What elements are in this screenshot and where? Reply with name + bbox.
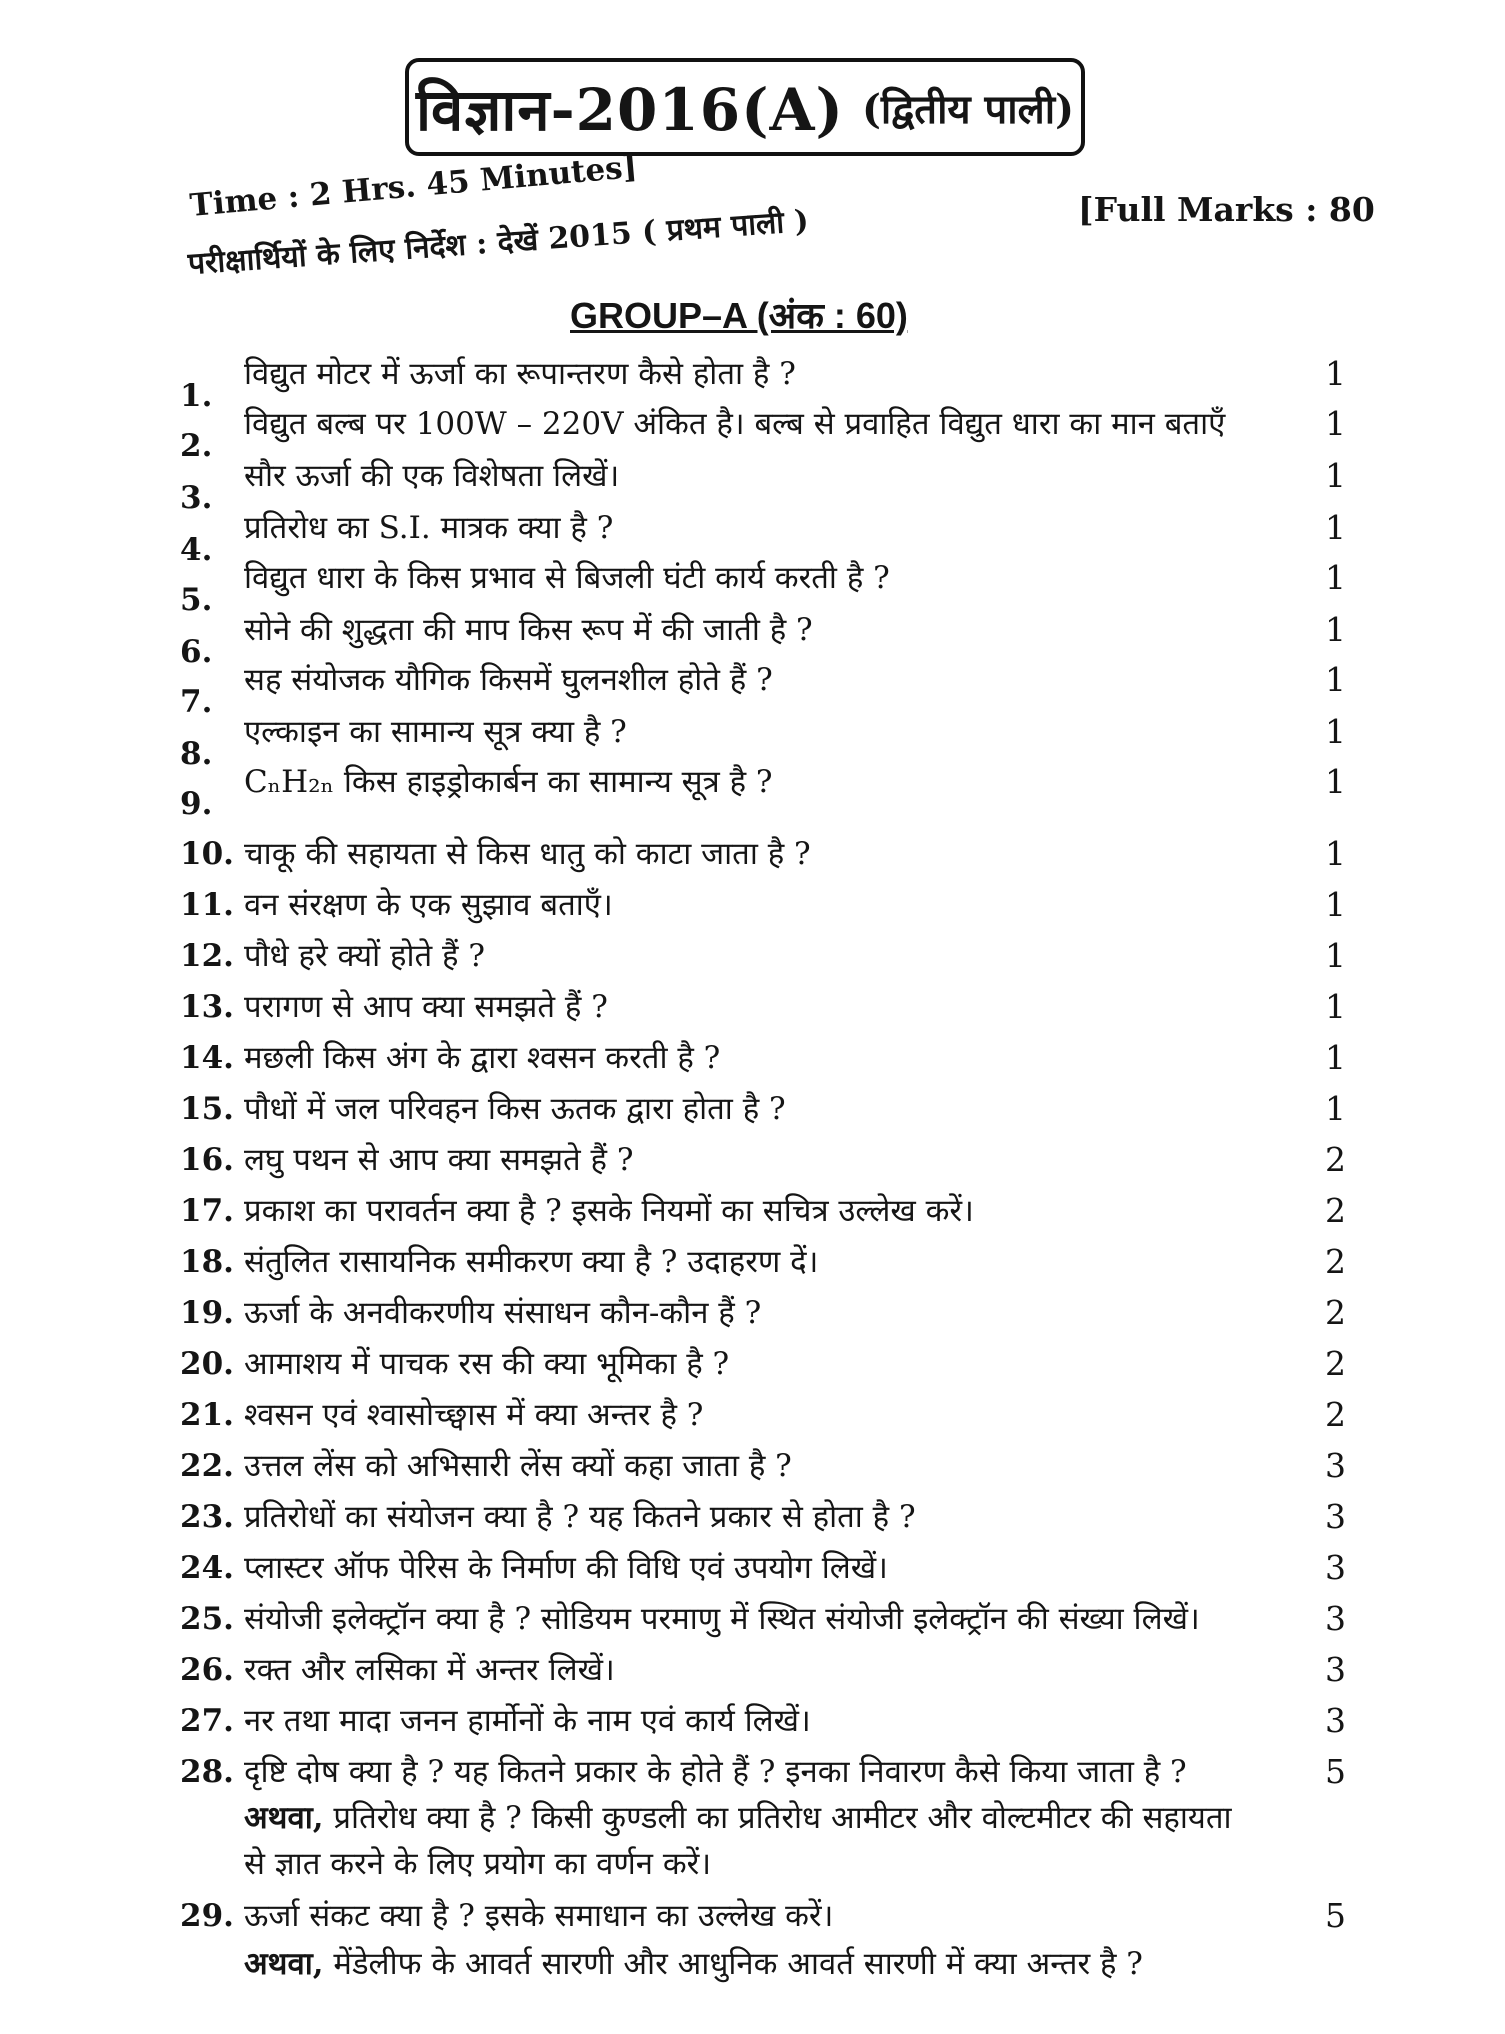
question-row — [180, 608, 1360, 670]
or-text: प्रतिरोध क्या है ? किसी कुण्डली का प्रतिरोध आमीटर और वोल्टमीटर की सहायता — [333, 1800, 1232, 1836]
question-row — [180, 658, 1360, 720]
question-text: नर तथा मादा जनन हार्मोनों के नाम एवं कार्य लिखें। — [244, 1703, 811, 1739]
question-number: 25. — [180, 1601, 234, 1637]
question-number: 12. — [180, 938, 234, 974]
question-text: ऊर्जा के अनवीकरणीय संसाधन कौन-कौन हैं ? — [244, 1295, 762, 1331]
question-number: 7. — [180, 684, 213, 720]
question-text: पौधों में जल परिवहन किस ऊतक द्वारा होता है ? — [244, 1091, 786, 1127]
question-row — [180, 1393, 1360, 1437]
question-row — [180, 454, 1360, 516]
question-marks: 3 — [1325, 1599, 1346, 1638]
question-text: रक्त और लसिका में अन्तर लिखें। — [244, 1652, 615, 1688]
question-number: 5. — [180, 582, 213, 618]
question-text: सोने की शुद्धता की माप किस रूप में की जाती है ? — [244, 612, 813, 648]
question-marks: 1 — [1325, 834, 1346, 873]
question-number: 17. — [180, 1193, 234, 1229]
question-row — [180, 402, 1360, 464]
question-row — [180, 352, 1360, 414]
question-number: 15. — [180, 1091, 234, 1127]
time-duration: Time : 2 Hrs. 45 Minutes] — [188, 148, 639, 224]
question-marks: 2 — [1325, 1395, 1346, 1434]
instructions: परीक्षार्थियों के लिए निर्देश : देखें 2015 ( प्रथम पाली ) — [186, 203, 810, 282]
question-marks: 3 — [1325, 1497, 1346, 1536]
question-row — [180, 506, 1360, 568]
paper-title: विज्ञान-2016(A) — [415, 75, 844, 144]
question-text: विद्युत धारा के किस प्रभाव से बिजली घंटी कार्य करती है ? — [244, 560, 890, 596]
question-row — [180, 1648, 1360, 1692]
question-marks: 1 — [1325, 987, 1346, 1026]
question-marks: 2 — [1325, 1293, 1346, 1332]
question-marks: 1 — [1325, 660, 1346, 699]
question-text: सौर ऊर्जा की एक विशेषता लिखें। — [244, 458, 620, 494]
question-marks: 1 — [1325, 354, 1346, 393]
question-row — [180, 1087, 1360, 1131]
question-marks: 1 — [1325, 508, 1346, 547]
question-row — [180, 1240, 1360, 1284]
question-marks: 1 — [1325, 1089, 1346, 1128]
question-marks: 3 — [1325, 1446, 1346, 1485]
question-number: 23. — [180, 1499, 234, 1535]
question-text: संतुलित रासायनिक समीकरण क्या है ? उदाहरण दें। — [244, 1244, 819, 1280]
question-number: 16. — [180, 1142, 234, 1178]
question-row — [180, 1444, 1360, 1488]
question-row — [180, 1546, 1360, 1590]
question-row — [180, 1138, 1360, 1182]
question-row — [180, 1495, 1360, 1539]
question-row — [180, 934, 1360, 978]
question-number: 6. — [180, 634, 213, 670]
question-marks: 1 — [1325, 1038, 1346, 1077]
question-text: विद्युत बल्ब पर 100W – 220V अंकित है। बल्ब से प्रवाहित विद्युत धारा का मान बताएँ — [244, 406, 1226, 442]
question-marks: 5 — [1325, 1752, 1346, 1791]
question-number: 14. — [180, 1040, 234, 1076]
title-box — [405, 58, 1085, 156]
question-marks: 5 — [1325, 1896, 1346, 1935]
or-text: मेंडेलीफ के आवर्त सारणी और आधुनिक आवर्त सारणी में क्या अन्तर है ? — [333, 1946, 1143, 1982]
question-marks: 2 — [1325, 1191, 1346, 1230]
question-number: 22. — [180, 1448, 234, 1484]
question-row — [180, 710, 1360, 772]
question-row — [180, 832, 1360, 876]
question-text: CₙH₂ₙ किस हाइड्रोकार्बन का सामान्य सूत्र है ? — [244, 764, 773, 800]
question-marks: 1 — [1325, 558, 1346, 597]
question-number: 21. — [180, 1397, 234, 1433]
question-row — [180, 1750, 1360, 1794]
question-marks: 1 — [1325, 456, 1346, 495]
question-text: पौधे हरे क्यों होते हैं ? — [244, 938, 485, 974]
question-text: श्वसन एवं श्वासोच्छ्वास में क्या अन्तर है ? — [244, 1397, 704, 1433]
paper-shift: (द्वितीय पाली) — [861, 85, 1075, 133]
full-marks: [Full Marks : 80 — [1078, 190, 1375, 229]
question-text: चाकू की सहायता से किस धातु को काटा जाता है ? — [244, 836, 811, 872]
question-marks: 2 — [1325, 1344, 1346, 1383]
question-row — [180, 883, 1360, 927]
question-marks: 3 — [1325, 1548, 1346, 1587]
question-marks: 3 — [1325, 1701, 1346, 1740]
question-number: 29. — [180, 1898, 234, 1934]
question-text: ऊर्जा संकट क्या है ? इसके समाधान का उल्लेख करें। — [244, 1898, 834, 1934]
or-question-line — [244, 1942, 1143, 1986]
question-number: 28. — [180, 1754, 234, 1790]
question-text: विद्युत मोटर में ऊर्जा का रूपान्तरण कैसे होता है ? — [244, 356, 796, 392]
question-text: उत्तल लेंस को अभिसारी लेंस क्यों कहा जाता है ? — [244, 1448, 792, 1484]
or-question-line — [244, 1842, 711, 1886]
group-heading: GROUP–A (अंक : 60) — [570, 295, 908, 336]
question-marks: 1 — [1325, 936, 1346, 975]
question-number: 27. — [180, 1703, 234, 1739]
or-question-line — [244, 1796, 1232, 1840]
question-text: लघु पथन से आप क्या समझते हैं ? — [244, 1142, 634, 1178]
question-number: 2. — [180, 428, 213, 464]
question-text: सह संयोजक यौगिक किसमें घुलनशील होते हैं ? — [244, 662, 773, 698]
question-text: संयोजी इलेक्ट्रॉन क्या है ? सोडियम परमाणु में स्थित संयोजी इलेक्ट्रॉन की संख्या लिखें। — [244, 1601, 1200, 1637]
question-number: 18. — [180, 1244, 234, 1280]
question-row — [180, 1699, 1360, 1743]
question-row — [180, 556, 1360, 618]
question-marks: 1 — [1325, 762, 1346, 801]
question-number: 26. — [180, 1652, 234, 1688]
question-number: 19. — [180, 1295, 234, 1331]
question-row — [180, 1597, 1360, 1641]
question-row — [180, 1036, 1360, 1080]
question-text: परागण से आप क्या समझते हैं ? — [244, 989, 608, 1025]
question-row — [180, 1189, 1360, 1233]
question-number: 1. — [180, 378, 213, 414]
question-row — [180, 1894, 1360, 1938]
question-number: 20. — [180, 1346, 234, 1382]
question-number: 3. — [180, 480, 213, 516]
question-text: प्रतिरोध का S.I. मात्रक क्या है ? — [244, 510, 614, 546]
question-number: 4. — [180, 532, 213, 568]
question-number: 8. — [180, 736, 213, 772]
question-marks: 3 — [1325, 1650, 1346, 1689]
question-number: 11. — [180, 887, 234, 923]
or-label: अथवा, — [244, 1946, 324, 1982]
question-text: आमाशय में पाचक रस की क्या भूमिका है ? — [244, 1346, 730, 1382]
question-row — [180, 1342, 1360, 1386]
question-number: 24. — [180, 1550, 234, 1586]
question-number: 9. — [180, 786, 213, 822]
question-text: एल्काइन का सामान्य सूत्र क्या है ? — [244, 714, 627, 750]
or-text: से ज्ञात करने के लिए प्रयोग का वर्णन करें। — [244, 1846, 712, 1882]
question-marks: 2 — [1325, 1140, 1346, 1179]
question-marks: 1 — [1325, 404, 1346, 443]
question-marks: 2 — [1325, 1242, 1346, 1281]
question-row — [180, 760, 1360, 822]
question-text: वन संरक्षण के एक सुझाव बताएँ। — [244, 887, 613, 923]
question-text: मछली किस अंग के द्वारा श्वसन करती है ? — [244, 1040, 721, 1076]
question-number: 10. — [180, 836, 234, 872]
question-row — [180, 1291, 1360, 1335]
question-marks: 1 — [1325, 712, 1346, 751]
question-number: 13. — [180, 989, 234, 1025]
or-label: अथवा, — [244, 1800, 324, 1836]
question-text: दृष्टि दोष क्या है ? यह कितने प्रकार के होते हैं ? इनका निवारण कैसे किया जाता है ? — [244, 1754, 1187, 1790]
question-text: प्रकाश का परावर्तन क्या है ? इसके नियमों का सचित्र उल्लेख करें। — [244, 1193, 974, 1229]
question-row — [180, 985, 1360, 1029]
question-text: प्लास्टर ऑफ पेरिस के निर्माण की विधि एवं उपयोग लिखें। — [244, 1550, 888, 1586]
question-text: प्रतिरोधों का संयोजन क्या है ? यह कितने प्रकार से होता है ? — [244, 1499, 916, 1535]
question-marks: 1 — [1325, 885, 1346, 924]
question-marks: 1 — [1325, 610, 1346, 649]
